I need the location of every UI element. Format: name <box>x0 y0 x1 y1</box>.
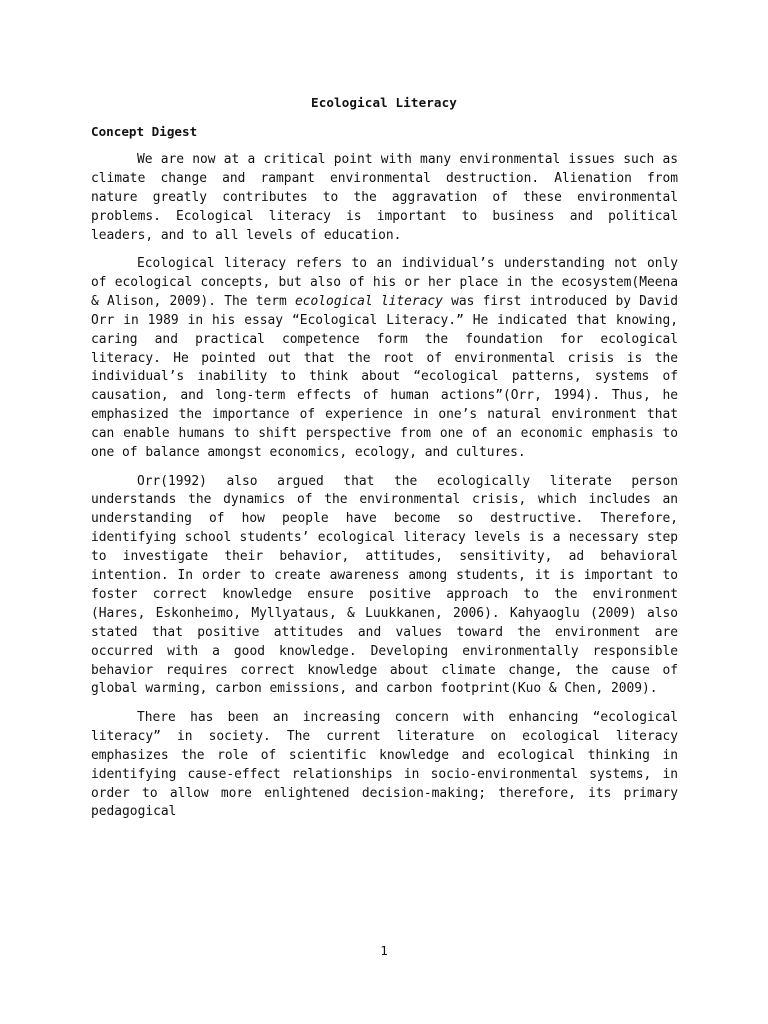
page-number: 1 <box>380 943 388 958</box>
paragraph <box>91 709 678 822</box>
italic-term: ecological literacy <box>295 293 443 309</box>
paragraph-text: There has been an increasing concern with enhancing “ecological literacy” in society. The current literature on ecological literacy emphasizes the role of scientific knowledge and ecological thinking in identifying cause-effect relationships in socio-environmental systems, in order to allow more enlightened decision-making; therefore, its primary pedagogical <box>91 709 678 820</box>
paragraph-text: Orr(1992) also argued that the ecologically literate person understands the dynamics of the environmental crisis, which includes an understanding of how people have become so destructive. Therefore, identifying school students’ ecological literacy levels is a necessary step to investigate their behavior, attitudes, sensitivity, ad behavioral intention. In order to create awareness among students, it is important to foster correct knowledge ensure positive approach to the environment (Hares, Eskonheimo, Myllyataus, & Luukkanen, 2006). Kahyaoglu (2009) also stated that positive attitudes and values toward the environment are occurred with a good knowledge. Developing environmentally responsible behavior requires correct knowledge about climate change, the cause of global warming, carbon emissions, and carbon footprint(Kuo & Chen, 2009). <box>91 473 678 697</box>
paragraph-text: We are now at a critical point with many environmental issues such as climate change and rampant environmental destruction. Alienation from nature greatly contributes to the aggravation of these environmental problems. Ecological literacy is important to business and political leaders, and to all levels of education. <box>91 152 678 243</box>
document-title: Ecological Literacy <box>311 95 457 110</box>
section-heading: Concept Digest <box>91 124 198 139</box>
paragraph <box>91 473 678 700</box>
paragraph <box>91 151 678 246</box>
document-body <box>91 151 678 832</box>
paragraph <box>91 255 678 463</box>
paragraph-text: was first introduced by David Orr in 1989 in his essay “Ecological Literacy.” He indicated that knowing, caring and practical competence form the foundation for ecological literacy. He pointed out that the root of environmental crisis is the individual’s inability to think about “ecological patterns, systems of causation, and long-term effects of human actions”(Orr, 1994). Thus, he emphasized the importance of experience in one’s natural environment that can enable humans to shift perspective from one of an economic emphasis to one of balance amongst economics, ecology, and cultures. <box>91 293 678 461</box>
paragraph-text: Ecological literacy refers to an individual’s understanding not only of ecological concepts, but also of his or her place in the ecosystem(Meena & Alison, 2009). The term <box>91 256 678 309</box>
